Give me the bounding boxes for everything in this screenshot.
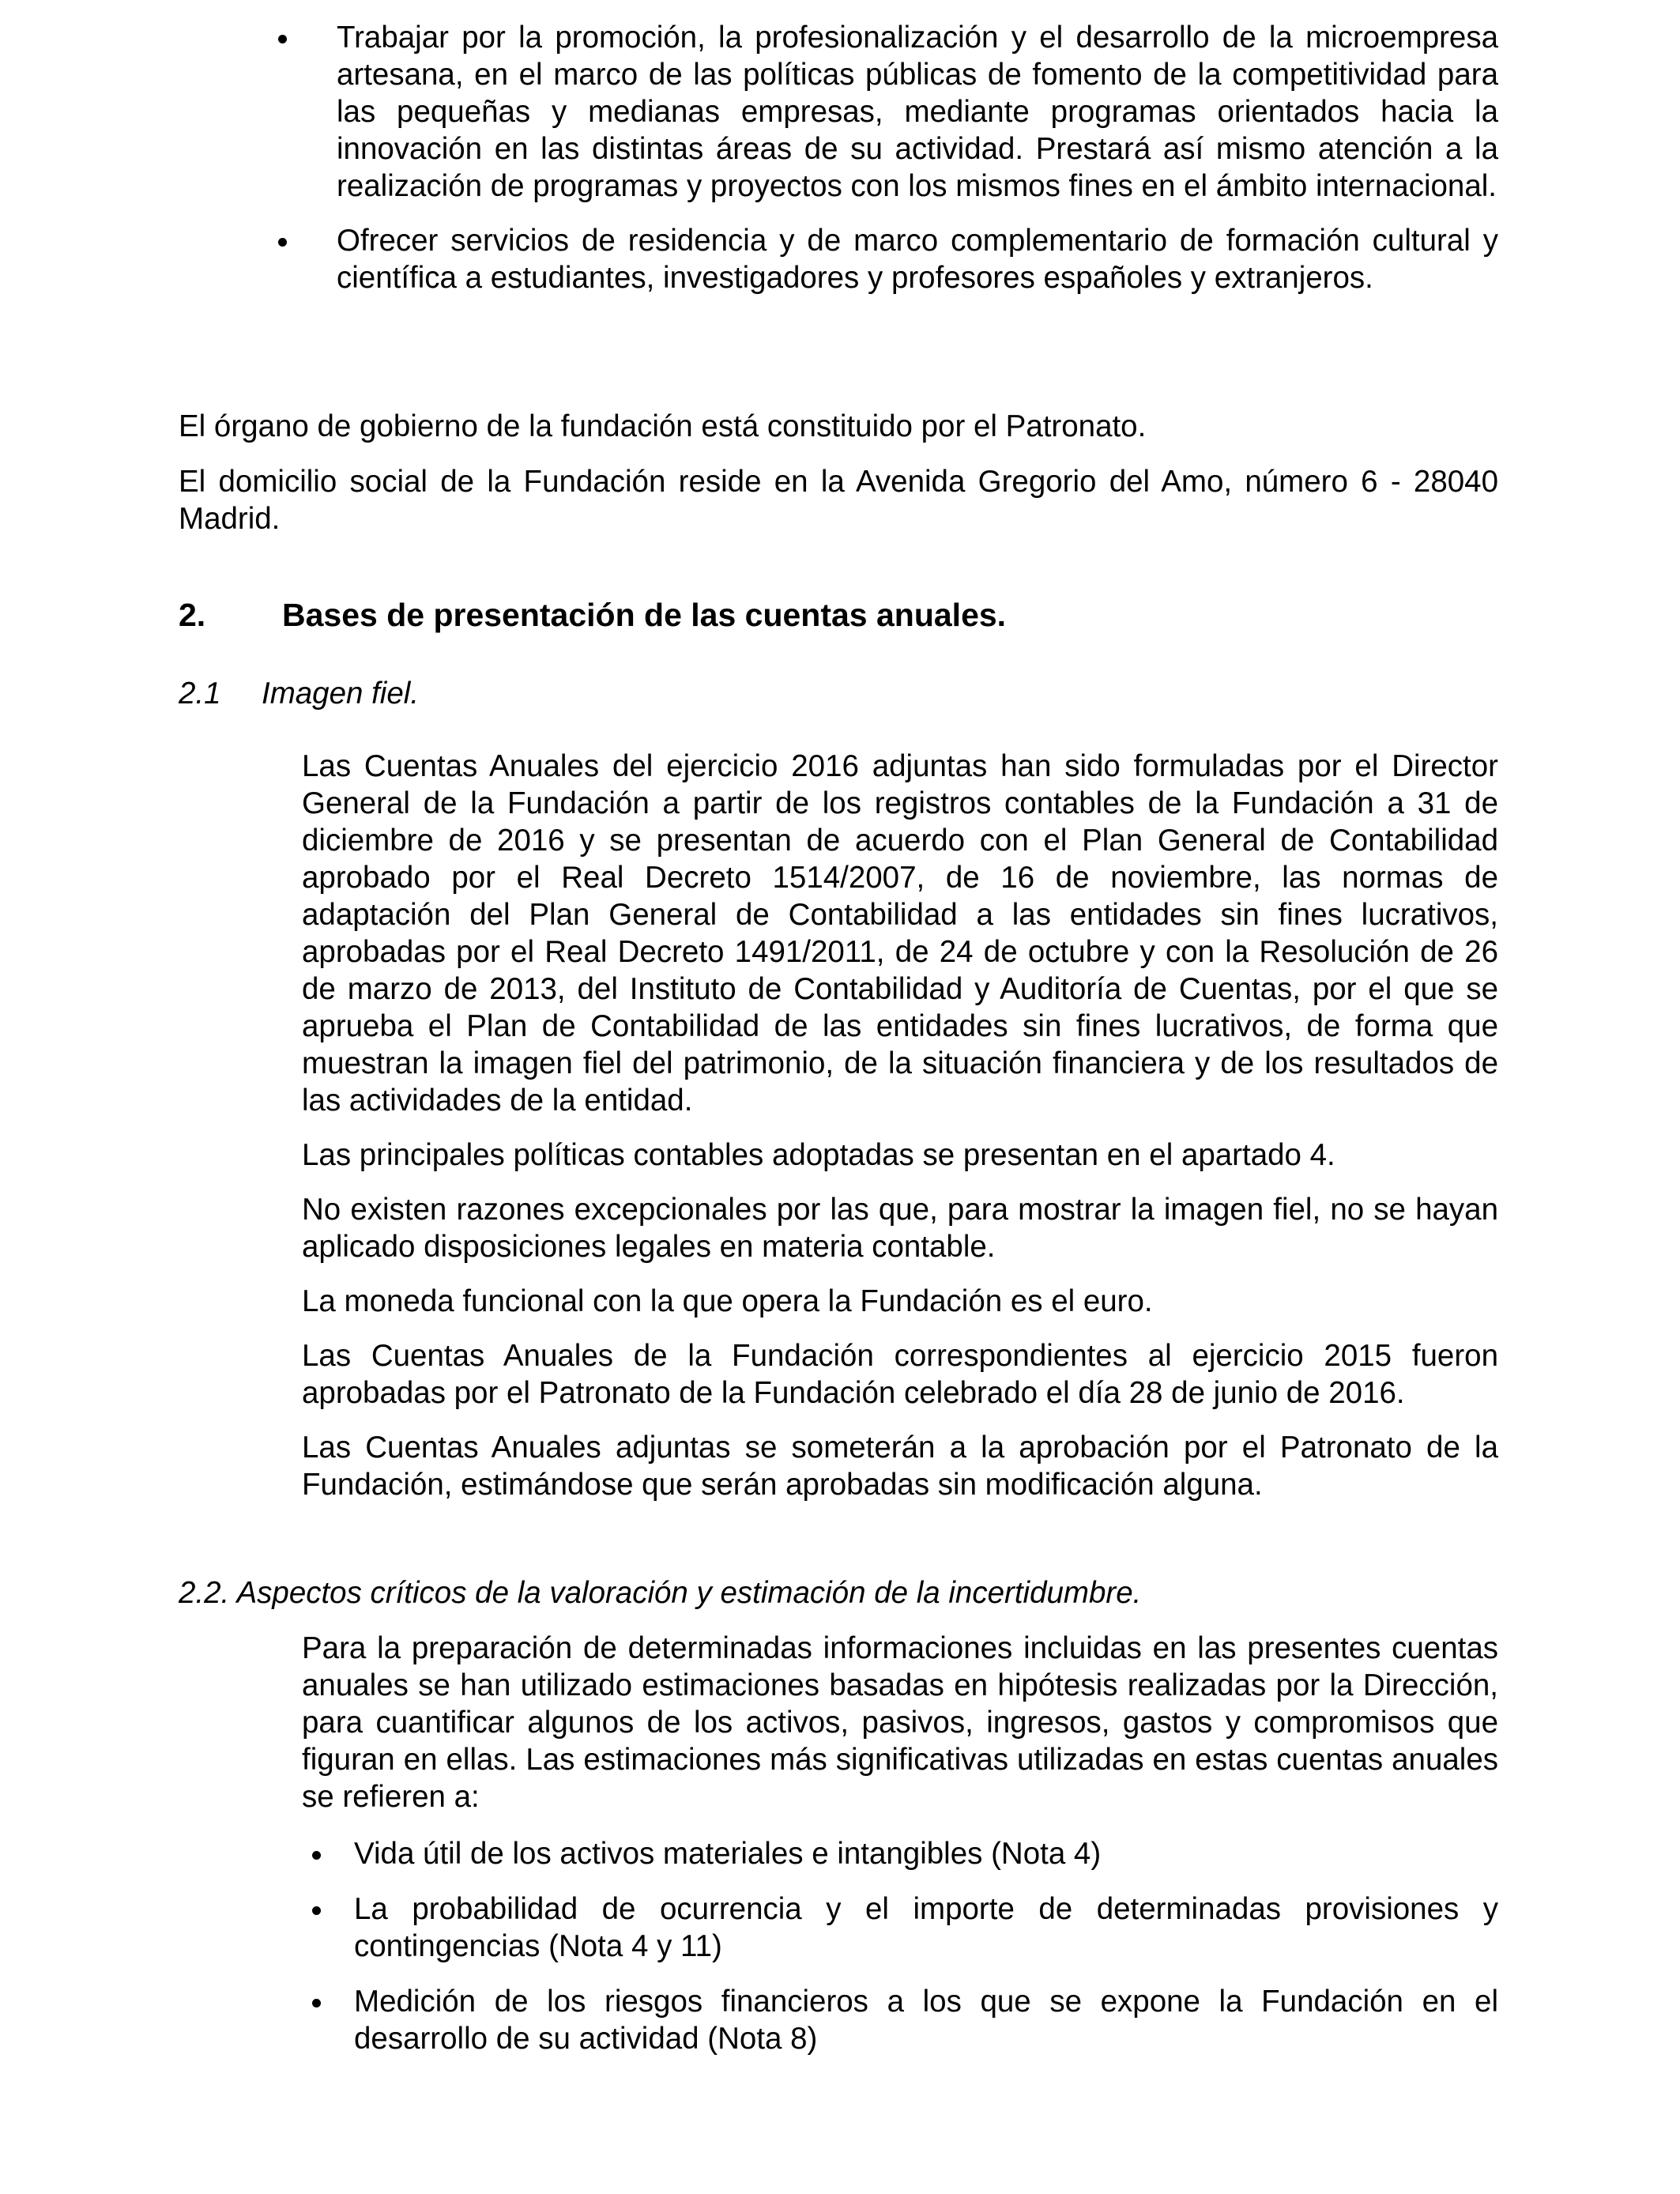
estimates-bullet-text: La probabilidad de ocurrencia y el importe de determinadas provisiones y contingencias (Nota 4 y 11) xyxy=(354,1892,1498,1963)
estimates-bullet-item xyxy=(302,1983,1498,2057)
bullet-icon xyxy=(312,1999,321,2007)
estimates-bullet-list xyxy=(302,1835,1498,2075)
paragraph: Las Cuentas Anuales del ejercicio 2016 adjuntas han sido formuladas por el Director General de la Fundación a partir de los registros contables de la Fundación a 31 de diciembre de 2016 y se presentan de acuerdo con el Plan General de Contabilidad aprobado por el Real Decreto 1514/2007, de 16 de noviembre, las normas de adaptación del Plan General de Contabilidad a las entidades sin fines lucrativos, aprobadas por el Real Decreto 1491/2011, de 24 de octubre y con la Resolución de 26 de marzo de 2013, del Instituto de Contabilidad y Auditoría de Cuentas, por el que se aprueba el Plan de Contabilidad de las entidades sin fines lucrativos, de forma que muestran la imagen fiel del patrimonio, de la situación financiera y de los resultados de las actividades de la entidad. xyxy=(302,749,1498,1118)
estimates-bullet-text: Medición de los riesgos financieros a los que se expone la Fundación en el desarrollo de su actividad (Nota 8) xyxy=(354,1985,1498,2056)
paragraph: Las Cuentas Anuales adjuntas se someterán a la aprobación por el Patronato de la Fundación, estimándose que serán aprobadas sin modificación alguna. xyxy=(302,1431,1498,1502)
bullet-icon xyxy=(312,1851,321,1860)
section-2-1-heading xyxy=(179,675,1498,712)
bullet-icon xyxy=(312,1906,321,1915)
section-2-2-intro: Para la preparación de determinadas informaciones incluidas en las presentes cuentas anuales se han utilizado estimaciones basadas en hipótesis realizadas por la Dirección, para cuantificar algunos de los activos, pasivos, ingresos, gastos y compromisos que figuran en ellas. Las estimaciones más significativas utilizadas en estas cuentas anuales se refieren a: xyxy=(302,1631,1498,1814)
paragraph: Las Cuentas Anuales de la Fundación correspondientes al ejercicio 2015 fueron aprobadas por el Patronato de la Fundación celebrado el día 28 de junio de 2016. xyxy=(302,1339,1498,1410)
section-2-1-number: 2.1 xyxy=(179,677,221,711)
section-2-2-heading: 2.2. Aspectos críticos de la valoración y estimación de la incertidumbre. xyxy=(179,1576,1142,1610)
intro-bullet-item xyxy=(283,19,1498,205)
section-2-1-body xyxy=(302,748,1498,1521)
bullet-icon xyxy=(278,238,287,247)
address-text: El domicilio social de la Fundación reside en la Avenida Gregorio del Amo, número 6 - 28040 Madrid. xyxy=(179,465,1498,536)
intro-bullet-text: Ofrecer servicios de residencia y de marco complementario de formación cultural y científica a estudiantes, investigadores y profesores españoles y extranjeros. xyxy=(337,224,1498,295)
estimates-bullet-item xyxy=(302,1891,1498,1965)
paragraph: Las principales políticas contables adoptadas se presentan en el apartado 4. xyxy=(302,1138,1335,1172)
paragraph: La moneda funcional con la que opera la Fundación es el euro. xyxy=(302,1284,1153,1318)
section-2-1-title: Imagen fiel. xyxy=(262,677,420,711)
section-2-title: Bases de presentación de las cuentas anuales. xyxy=(282,597,1007,633)
estimates-bullet-item xyxy=(302,1835,1498,1872)
estimates-bullet-text: Vida útil de los activos materiales e intangibles (Nota 4) xyxy=(354,1837,1102,1871)
section-2-heading xyxy=(179,596,1498,634)
section-2-number: 2. xyxy=(179,597,206,633)
bullet-icon xyxy=(278,35,287,43)
intro-bullet-item xyxy=(283,222,1498,296)
governance-text: El órgano de gobierno de la fundación está constituido por el Patronato. xyxy=(179,409,1147,443)
intro-bullet-list xyxy=(283,19,1498,314)
intro-bullet-text: Trabajar por la promoción, la profesionalización y el desarrollo de la microempresa artesana, en el marco de las políticas públicas de fomento de la competitividad para las pequeñas y medianas empresas, mediante programas orientados hacia la innovación en las distintas áreas de su actividad. Prestará así mismo atención a la realización de programas y proyectos con los mismos fines en el ámbito internacional. xyxy=(337,21,1498,203)
paragraph: No existen razones excepcionales por las que, para mostrar la imagen fiel, no se hayan aplicado disposiciones legales en materia contable. xyxy=(302,1193,1498,1264)
